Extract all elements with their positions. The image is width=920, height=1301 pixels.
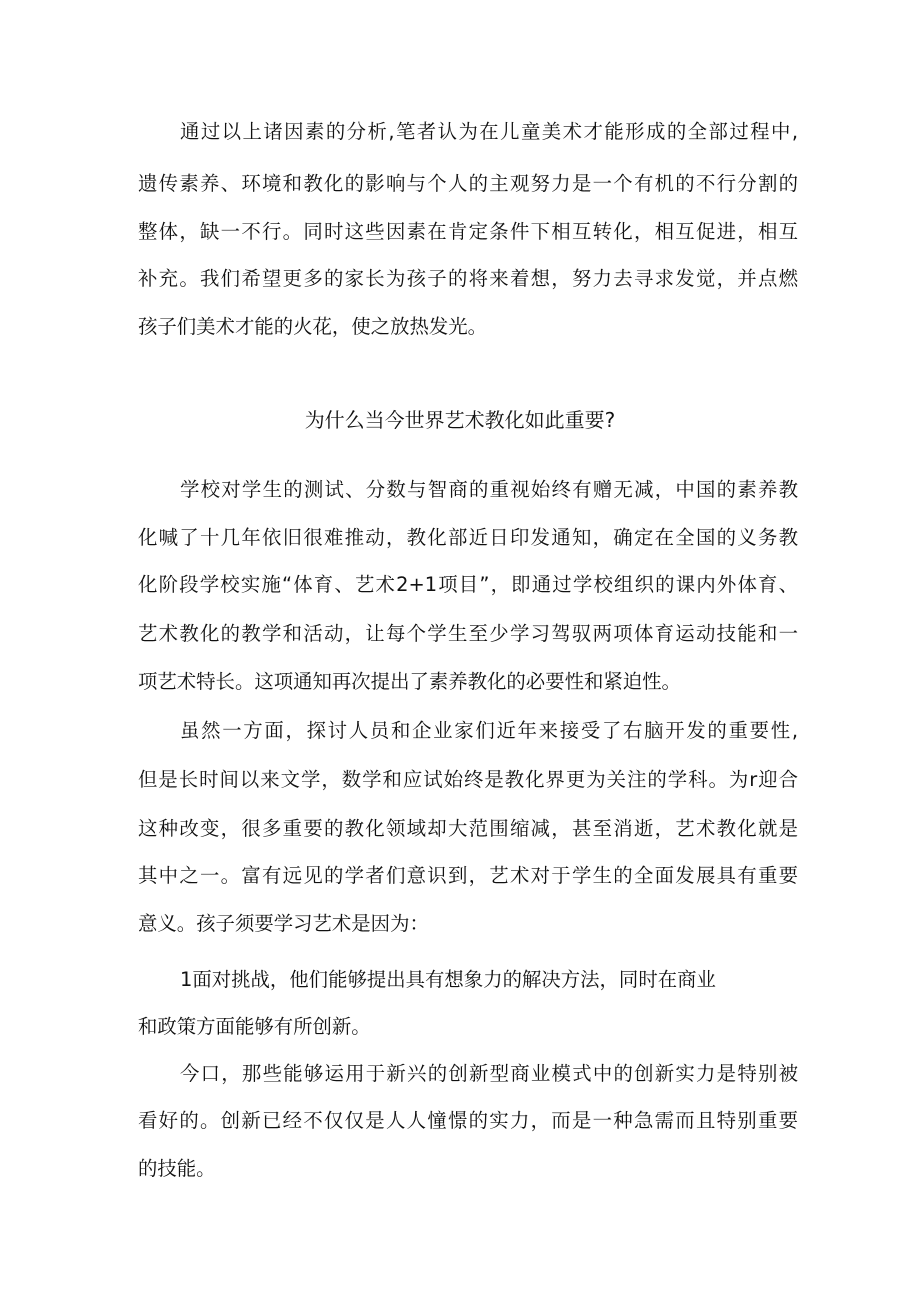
paragraph-1-line-3: 整体，缺一不行。同时这些因素在肯定条件下相互转化，相互促进，相互 — [138, 220, 798, 243]
section-paragraph-2-line-4: 其中之一。富有远见的学者们意识到，艺术对于学生的全面发展具有重要 — [138, 864, 798, 887]
section-paragraph-4-line-3: 的技能。 — [138, 1157, 216, 1180]
paragraph-1-line-2: 遗传素养、环境和教化的影响与个人的主观努力是一个有机的不行分割的 — [138, 172, 798, 195]
section-paragraph-4-line-2: 看好的。创新已经不仅仅是人人憧憬的实力，而是一种急需而且特别重要 — [138, 1109, 798, 1132]
section-paragraph-1-line-2: 化喊了十几年依旧很难推动，教化部近日印发通知，确定在全国的义务教 — [138, 526, 798, 549]
section-paragraph-2-line-3: 这种改变，很多重要的教化领域却大范围缩减，甚至消逝，艺术教化就是 — [138, 817, 798, 840]
section-heading: 为什么当今世界艺术教化如此重要? — [304, 408, 616, 432]
section-paragraph-2-line-5: 意义。孩子须要学习艺术是因为： — [138, 912, 429, 935]
paragraph-1-line-4: 补充。我们希望更多的家长为孩子的将来着想，努力去寻求发觉，并点燃 — [138, 267, 798, 290]
section-paragraph-4-line-1: 今口，那些能够运用于新兴的创新型商业模式中的创新实力是特别被 — [180, 1062, 798, 1085]
section-paragraph-1-line-4: 艺术教化的教学和活动，让每个学生至少学习驾驭两项体育运动技能和一 — [138, 622, 798, 645]
section-paragraph-2-line-2: 但是长时间以来文学，数学和应试始终是教化界更为关注的学科。为r迎合 — [138, 768, 798, 791]
section-paragraph-3-line-1: 1面对挑战，他们能够提出具有想象力的解决方法，同时在商业 — [180, 968, 716, 991]
section-paragraph-1-line-3: 化阶段学校实施“体育、艺术2+1项目”，即通过学校组织的课内外体育、 — [138, 573, 798, 596]
paragraph-1-line-1: 通过以上诸因素的分析,笔者认为在儿童美术才能形成的全部过程中, — [180, 120, 798, 143]
section-paragraph-1-line-1: 学校对学生的测试、分数与智商的重视始终有赠无减，中国的素养教 — [180, 478, 798, 501]
section-paragraph-3-line-2: 和政策方面能够有所创新。 — [138, 1015, 371, 1038]
section-paragraph-2-line-1: 虽然一方面，探讨人员和企业家们近年来接受了右脑开发的重要性, — [180, 719, 798, 742]
section-paragraph-1-line-5: 项艺术特长。这项通知再次提出了素养教化的必要性和紧迫性。 — [138, 670, 681, 693]
paragraph-1-line-5: 孩子们美术才能的火花，使之放热发光。 — [138, 315, 488, 338]
